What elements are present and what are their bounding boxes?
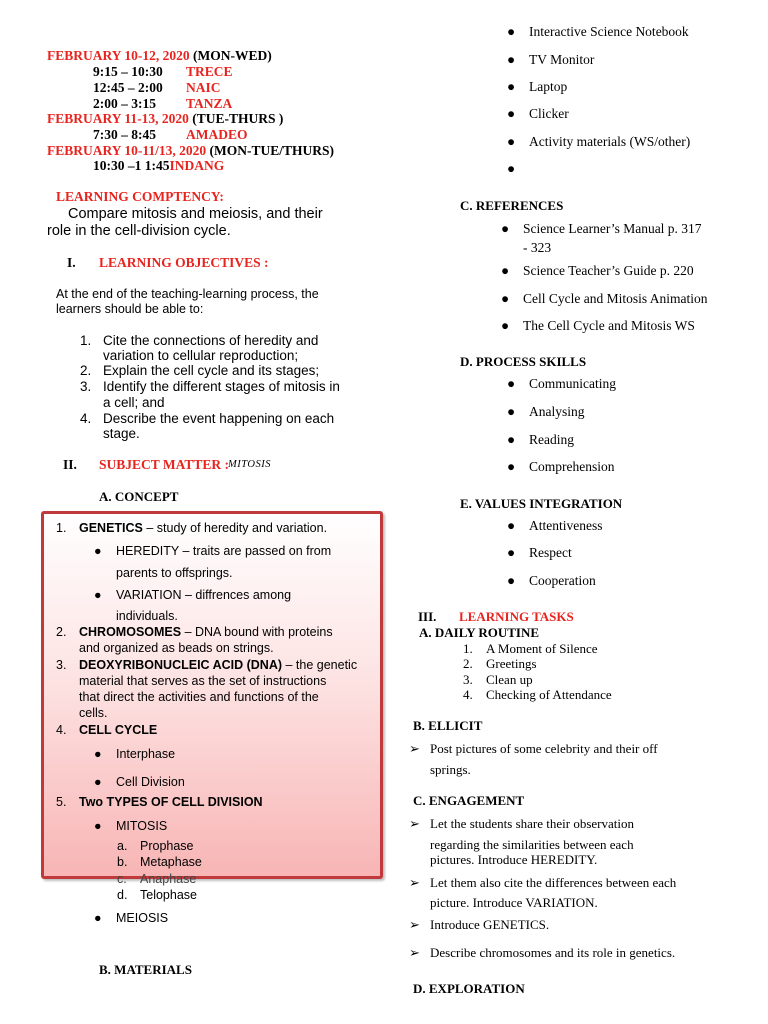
bullet-icon: ● [94,588,102,602]
list-item: Cite the connections of heredity and [103,333,319,348]
list-item: Identify the different stages of mitosis in [103,379,340,394]
phase-name: Anaphase [140,872,197,886]
list-item: stage. [103,426,140,441]
concept-genetics: GENETICS – study of heredity and variation. [79,521,328,535]
list-item-continued: - 323 [523,240,552,255]
section-numeral: III. [418,609,437,624]
competency-text: Compare mitosis and meiosis, and their [68,206,323,222]
section-numeral: I. [67,255,76,270]
list-item-number: 4. [463,687,473,702]
bullet-icon: ● [507,432,516,447]
schedule-time-line: 2:00 – 3:15 TANZA [93,96,233,111]
concept-meiosis: MEIOSIS [116,911,169,925]
concept-variation: individuals. [116,609,178,623]
bullet-icon: ● [507,376,516,391]
competency-text: role in the cell-division cycle. [47,223,231,239]
concept-mitosis: MITOSIS [116,819,168,833]
values-heading: E. VALUES INTEGRATION [460,496,623,511]
engagement-text: Let them also cite the differences between each [430,875,677,890]
phase-name: Telophase [140,888,197,902]
engagement-text: Describe chromosomes and its role in genetics. [430,945,676,960]
schedule-date-line: FEBRUARY 10-12, 2020 (MON-WED) [47,48,272,63]
concept-chromosomes: CHROMOSOMES – DNA bound with proteins [79,625,333,639]
concept-interphase: Interphase [116,747,176,761]
bullet-icon: ● [507,161,516,176]
competency-heading: LEARNING COMPTENCY: [56,189,224,204]
list-item-number: 1. [80,333,92,348]
materials-heading: B. MATERIALS [99,962,192,977]
bullet-icon: ● [94,819,102,833]
list-item-number: 2. [56,625,67,639]
references-heading: C. REFERENCES [460,198,564,213]
bullet-icon: ● [507,106,516,121]
schedule-time-line: 9:15 – 10:30 TRECE [93,64,233,79]
bullet-icon: ● [507,52,516,67]
bullet-icon: ● [507,518,516,533]
bullet-icon: ● [501,291,510,306]
exploration-heading: D. EXPLORATION [413,981,525,996]
engagement-text: pictures. Introduce HEREDITY. [430,852,598,867]
daily-routine-heading: A. DAILY ROUTINE [419,625,540,640]
learning-tasks-heading: LEARNING TASKS [459,609,574,624]
engagement-text: picture. Introduce VARIATION. [430,895,598,910]
bullet-icon: ● [94,544,102,558]
bullet-icon: ● [501,263,510,278]
phase-letter: a. [117,839,128,853]
engagement-text: Let the students share their observation [430,816,634,831]
list-item-number: 3. [80,379,92,394]
concept-dna: DEOXYRIBONUCLEIC ACID (DNA) – the genetic [79,658,358,672]
concept-cell-cycle: CELL CYCLE [79,723,158,737]
concept-variation: VARIATION – diffrences among [116,588,292,602]
list-item-number: 2. [80,363,92,378]
schedule-time-line: 10:30 –1 1:45INDANG [93,158,225,173]
arrow-bullet-icon: ➢ [409,917,420,932]
bullet-icon: ● [507,545,516,560]
process-skills-heading: D. PROCESS SKILLS [460,354,587,369]
objectives-heading: LEARNING OBJECTIVES : [99,255,269,270]
concept-heredity: HEREDITY – traits are passed on from [116,544,332,558]
bullet-icon: ● [507,459,516,474]
bullet-icon: ● [94,747,102,761]
schedule-time-line: 12:45 – 2:00 NAIC [93,80,221,95]
objectives-intro: At the end of the teaching-learning process, the [56,287,319,301]
list-item: A Moment of Silence [486,641,598,656]
elicit-heading: B. ELLICIT [413,718,483,733]
engagement-heading: C. ENGAGEMENT [413,793,525,808]
elicit-text: springs. [430,762,471,777]
list-item-number: 1. [463,641,473,656]
bullet-icon: ● [94,775,102,789]
bullet-icon: ● [94,911,102,925]
list-item-number: 4. [56,723,67,737]
list-item: Explain the cell cycle and its stages; [103,363,320,378]
list-item-number: 3. [463,672,473,687]
bullet-icon: ● [507,134,516,149]
bullet-icon: ● [501,318,510,333]
concept-dna: that direct the activities and functions of the [79,690,319,704]
bullet-icon: ● [507,79,516,94]
list-item: Greetings [486,656,537,671]
list-item-number: 4. [80,411,92,426]
phase-letter: d. [117,888,128,902]
list-item: Checking of Attendance [486,687,612,702]
list-item: a cell; and [103,395,165,410]
concept-dna: cells. [79,706,108,720]
list-item: Clean up [486,672,533,687]
list-item-number: 1. [56,521,67,535]
concept-types: Two TYPES OF CELL DIVISION [79,795,263,809]
schedule-date-line: FEBRUARY 10-11/13, 2020 (MON-TUE/THURS) [47,143,335,158]
list-item-number: 3. [56,658,67,672]
bullet-icon: ● [501,221,510,236]
list-item-number: 5. [56,795,67,809]
schedule-time-line: 7:30 – 8:45 AMADEO [93,127,248,142]
concept-dna: material that serves as the set of instructions [79,674,327,688]
concept-heredity: parents to offsprings. [116,566,233,580]
arrow-bullet-icon: ➢ [409,875,420,890]
phase-letter: b. [117,855,128,869]
concept-chromosomes: and organized as beads on strings. [79,641,274,655]
arrow-bullet-icon: ➢ [409,945,420,960]
bullet-icon: ● [507,404,516,419]
objectives-intro: learners should be able to: [56,302,204,316]
list-item-number: 2. [463,656,473,671]
phase-name: Prophase [140,839,194,853]
list-item: variation to cellular reproduction; [103,348,299,363]
subject-matter-heading: SUBJECT MATTER : [99,457,230,472]
concept-cell-division: Cell Division [116,775,185,789]
arrow-bullet-icon: ➢ [409,741,420,756]
bullet-icon: ● [507,573,516,588]
subject-topic: MITOSIS [228,459,271,470]
bullet-icon: ● [507,24,516,39]
phase-letter: c. [117,872,127,886]
phase-name: Metaphase [140,855,202,869]
elicit-text: Post pictures of some celebrity and their off [430,741,658,756]
concept-heading: A. CONCEPT [99,489,179,504]
arrow-bullet-icon: ➢ [409,816,420,831]
engagement-text: Introduce GENETICS. [430,917,550,932]
schedule-date-line: FEBRUARY 11-13, 2020 (TUE-THURS ) [47,111,284,126]
section-numeral: II. [63,457,77,472]
list-item: Describe the event happening on each [103,411,335,426]
engagement-text: regarding the similarities between each [430,837,634,852]
